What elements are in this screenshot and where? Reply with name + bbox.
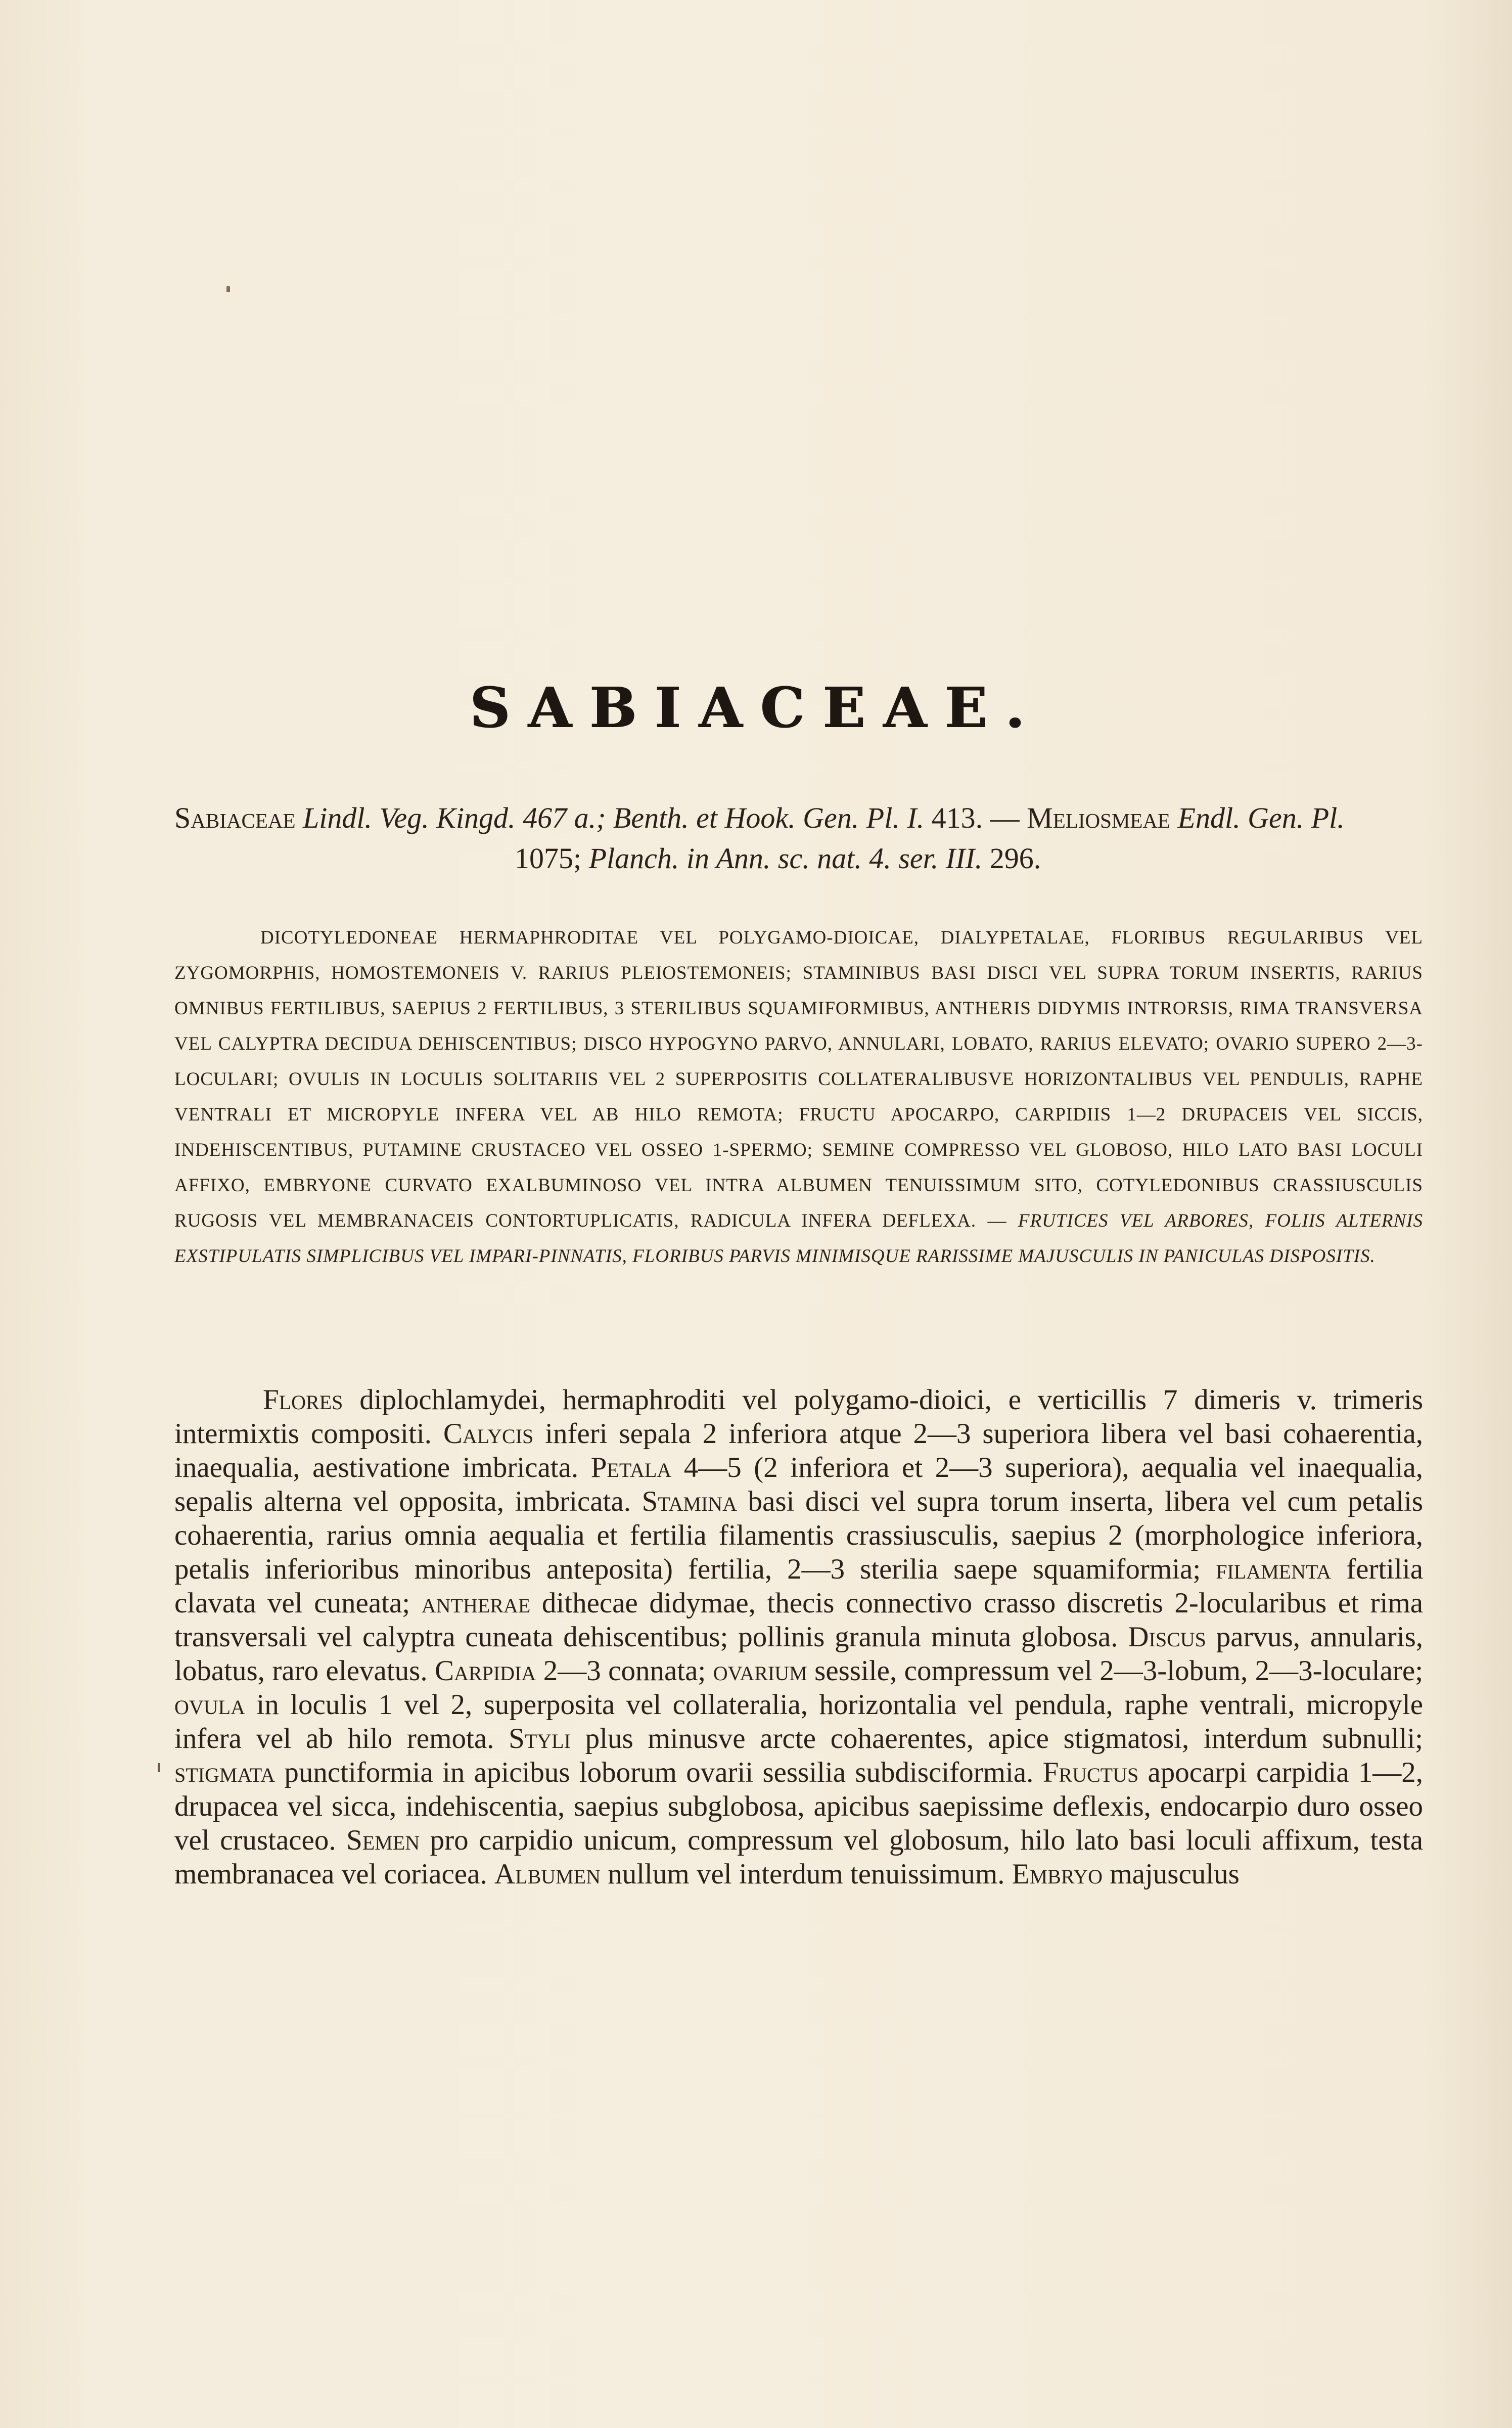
- section-heading: Embryo: [1012, 1858, 1103, 1890]
- citation-author: Endl. Gen. Pl.: [1177, 801, 1345, 834]
- margin-mark: [158, 1763, 160, 1772]
- synonymy-line-1: [174, 798, 1423, 838]
- section-heading: Calycis: [443, 1418, 534, 1450]
- section-text: parvus, annularis, lobatus, raro elevatus.: [174, 1621, 1424, 1687]
- section-text: nullum vel interdum tenuissimum.: [608, 1858, 1005, 1890]
- section-text: 4—5 (2 inferiora et 2—3 superiora), aequalia vel inaequalia, sepalis alterna vel opposita, imbricata.: [174, 1452, 1423, 1517]
- section-heading: Semen: [346, 1824, 420, 1856]
- section-heading: Stamina: [642, 1486, 738, 1517]
- section-text: sessile, compressum vel 2—3-lobum, 2—3-loculare;: [814, 1655, 1424, 1687]
- section-heading: ovarium: [713, 1655, 807, 1687]
- character-text: DICOTYLEDONEAE HERMAPHRODITAE VEL POLYGAMO-DIOICAE, DIALYPETALAE, FLORIBUS REGULARIBUS VEL ZYGOMORPHIS, HOMOSTEMONEIS V. RARIUS PLEIOSTEMONEIS; STAMINIBUS BASI DISCI VEL SUPRA TORUM INSERTIS, RARIUS OMNIBUS FERTILIBUS, SAEPIUS 2 FERTILIBUS, 3 STERILIBUS SQUAMIFORMIBUS, ANTHERIS DIDYMIS INTRORSIS, RIMA TRANSVERSA VEL CALYPTRA DECIDUA DEHISCENTIBUS; DISCO HYPOGYNO PARVO, ANNULARI, LOBATO, RARIUS ELEVATO; OVARIO SUPERO 2—3-LOCULARI; OVULIS IN LOCULIS SOLITARIIS VEL 2 SUPERPOSITIS COLLATERALIBUSVE HORIZONTALIBUS VEL PENDULIS, RAPHE VENTRALI ET MICROPYLE INFERA VEL AB HILO REMOTA; FRUCTU APOCARPO, CARPIDIIS 1—2 DRUPACEIS VEL SICCIS, INDEHISCENTIBUS, PUTAMINE CRUSTACEO VEL OSSEO 1-SPERMO; SEMINE COMPRESSO VEL GLOBOSO, HILO LATO BASI LOCULI AFFIXO, EMBRYONE CURVATO EXALBUMINOSO VEL INTRA ALBUMEN TENUISSIMUM SITO, COTYLEDONIBUS CRASSIUSCULIS RUGOSIS VEL MEMBRANACEIS CONTORTUPLICATIS, RADICULA INFERA DEFLEXA. —: [174, 927, 1423, 1231]
- section-heading: ovula: [174, 1689, 245, 1721]
- section-heading: stigmata: [174, 1757, 276, 1788]
- section-heading: Carpidia: [435, 1655, 536, 1687]
- character-habit-text: FRUTICES VEL ARBORES, FOLIIS ALTERNIS EXSTIPULATIS SIMPLICIBUS VEL IMPARI-PINNATIS, FLORIBUS PARVIS MINIMISQUE RARISSIME MAJUSCULIS IN PANICULAS DISPOSITIS.: [174, 1210, 1423, 1267]
- section-heading: Discus: [1128, 1621, 1206, 1653]
- character-paragraph: [174, 920, 1423, 1274]
- section-heading: Flores: [263, 1384, 343, 1416]
- section-heading: antherae: [421, 1587, 531, 1619]
- section-text: punctiformia in apicibus loborum ovarii sessilia subdisciformia.: [284, 1757, 1034, 1788]
- section-text: majusculus: [1110, 1858, 1240, 1890]
- synonymy-paragraph: [174, 798, 1423, 879]
- section-heading: Petala: [590, 1452, 672, 1483]
- citation-author: Planch. in Ann. sc. nat. 4. ser. III.: [588, 842, 983, 875]
- section-text: apocarpi carpidia 1—2, drupacea vel sicca, indehiscentia, saepius subglobosa, apicibus saepissime deflexis, endocarpio duro osseo vel crustaceo.: [174, 1757, 1424, 1856]
- section-heading: Albumen: [494, 1858, 601, 1890]
- citation-page: 467 a.;: [523, 801, 606, 834]
- section-text: dithecae didymae, thecis connectivo crasso discretis 2-locularibus et rima transversali vel calyptra cuneata dehiscentibus; pollinis granula minuta globosa.: [174, 1587, 1424, 1653]
- section-text: basi disci vel supra torum inserta, libera vel cum petalis cohaerentia, rarius omnia aequalia et fertilia filamentis crassiusculis, saepius 2 (morphologice inferiora, petalis inferioribus minoribus anteposita) fertilia, 2—3 sterilia saepe squamiformia;: [174, 1486, 1424, 1585]
- citation-page: 413. —: [931, 801, 1020, 834]
- section-heading: Fructus: [1042, 1757, 1139, 1788]
- citation-author: Benth. et Hook. Gen. Pl. I.: [613, 801, 925, 834]
- section-text: diplochlamydei, hermaphroditi vel polygamo-dioici, e verticillis 7 dimeris v. trimeris intermixtis compositi.: [174, 1384, 1424, 1450]
- citation-author: Lindl. Veg. Kingd.: [303, 801, 516, 834]
- section-text: in loculis 1 vel 2, superposita vel collateralia, horizontalia vel pendula, raphe ventrali, micropyle infera vel ab hilo remota.: [174, 1689, 1424, 1755]
- citation-page: 1075;: [515, 842, 582, 875]
- citation-page: 296.: [989, 842, 1041, 875]
- section-text: 2—3 connata;: [543, 1655, 706, 1687]
- description-paragraph: [174, 1383, 1423, 1891]
- section-heading: Styli: [509, 1723, 571, 1755]
- ink-speck: [226, 286, 230, 292]
- section-heading: filamenta: [1216, 1553, 1332, 1585]
- synonym-name: Meliosmeae: [1027, 801, 1171, 834]
- section-text: plus minusve arcte cohaerentes, apice stigmatosi, interdum subnulli;: [585, 1723, 1424, 1755]
- section-text: fertilia clavata vel cuneata;: [174, 1553, 1424, 1619]
- section-text: pro carpidio unicum, compressum vel globosum, hilo lato basi loculi affixum, testa membranacea vel coriacea.: [174, 1824, 1424, 1890]
- synonymy-line-2: [174, 838, 1423, 879]
- section-text: inferi sepala 2 inferiora atque 2—3 superiora libera vel basi cohaerentia, inaequalia, aestivatione imbricata.: [174, 1418, 1424, 1483]
- synonym-name: Sabiaceae: [174, 801, 296, 834]
- family-title: SABIACEAE.: [469, 675, 1043, 740]
